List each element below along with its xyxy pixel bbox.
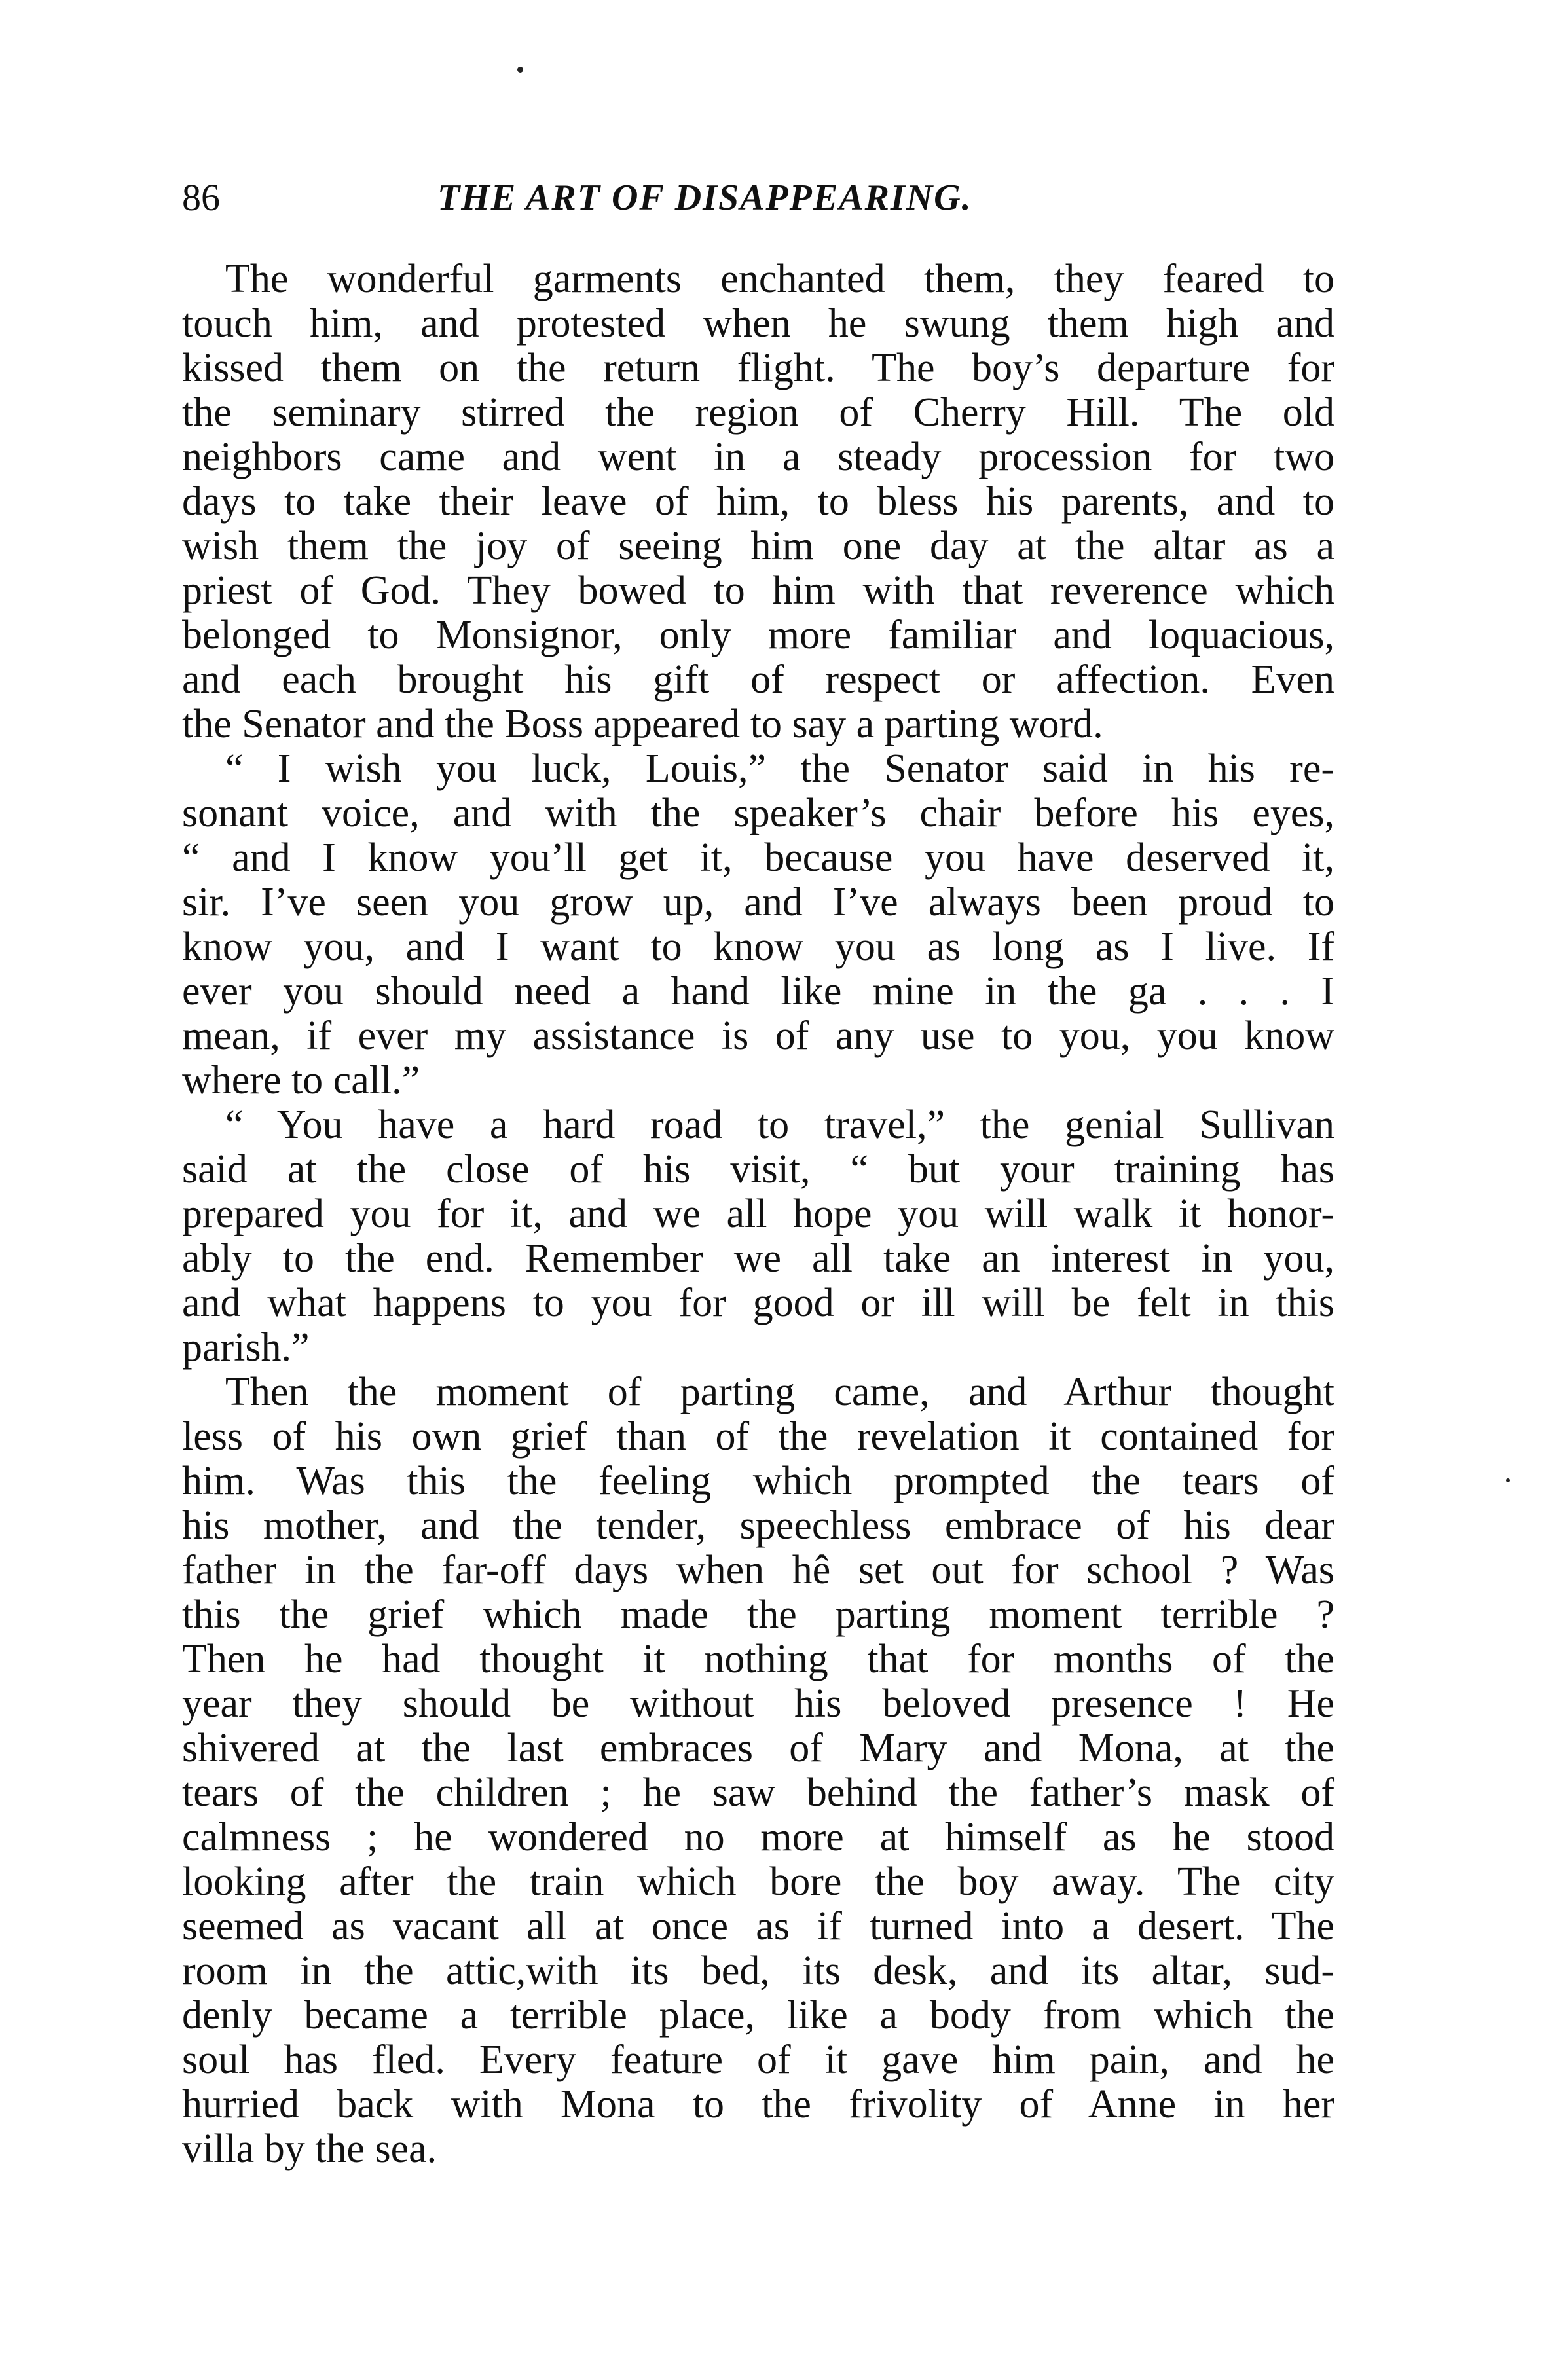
text-line: wish them the joy of seeing him one day at the altar as a xyxy=(182,524,1334,568)
text-line: prepared you for it, and we all hope you will walk it honor- xyxy=(182,1192,1334,1236)
text-line: ever you should need a hand like mine in the ga . . . I xyxy=(182,969,1334,1014)
text-line: the seminary stirred the region of Cherry Hill. The old xyxy=(182,390,1334,435)
text-line: parish.” xyxy=(182,1325,310,1370)
text-line: days to take their leave of him, to bless his parents, and to xyxy=(182,479,1334,524)
text-line: soul has fled. Every feature of it gave him pain, and he xyxy=(182,2038,1334,2082)
running-title: THE ART OF DISAPPEARING. xyxy=(437,177,972,218)
text-line: ably to the end. Remember we all take an interest in you, xyxy=(182,1236,1334,1281)
page-header xyxy=(182,172,1334,224)
text-line: “ and I know you’ll get it, because you have deserved it, xyxy=(182,835,1334,880)
text-line: “ I wish you luck, Louis,” the Senator said in his re- xyxy=(225,746,1334,791)
text-line: seemed as vacant all at once as if turned into a desert. The xyxy=(182,1904,1334,1949)
body-text xyxy=(182,257,1334,2171)
text-line: this the grief which made the parting moment terrible ? xyxy=(182,1592,1334,1637)
text-line: kissed them on the return flight. The boy’s departure for xyxy=(182,346,1334,390)
text-line: and each brought his gift of respect or affection. Even xyxy=(182,657,1334,702)
text-line: looking after the train which bore the boy away. The city xyxy=(182,1859,1334,1904)
text-line: touch him, and protested when he swung them high and xyxy=(182,301,1334,346)
text-line: room in the attic,with its bed, its desk, and its altar, sud- xyxy=(182,1949,1334,1993)
text-line: and what happens to you for good or ill will be felt in this xyxy=(182,1281,1334,1325)
text-line: tears of the children ; he saw behind the father’s mask of xyxy=(182,1770,1334,1815)
text-line: The wonderful garments enchanted them, they feared to xyxy=(225,257,1334,301)
text-line: year they should be without his beloved presence ! He xyxy=(182,1681,1334,1726)
text-line: shivered at the last embraces of Mary and Mona, at the xyxy=(182,1726,1334,1770)
text-line: Then he had thought it nothing that for months of the xyxy=(182,1637,1334,1681)
print-speck xyxy=(517,67,523,73)
text-line: calmness ; he wondered no more at himself as he stood xyxy=(182,1815,1334,1859)
page-number: 86 xyxy=(182,176,220,219)
text-line: denly became a terrible place, like a body from which the xyxy=(182,1993,1334,2038)
text-line: Then the moment of parting came, and Arthur thought xyxy=(225,1370,1334,1414)
text-line: villa by the sea. xyxy=(182,2127,437,2171)
text-line: said at the close of his visit, “ but your training has xyxy=(182,1147,1334,1192)
text-line: know you, and I want to know you as long as I live. If xyxy=(182,925,1334,969)
text-line: priest of God. They bowed to him with that reverence which xyxy=(182,568,1334,613)
text-line: sir. I’ve seen you grow up, and I’ve always been proud to xyxy=(182,880,1334,925)
text-line: mean, if ever my assistance is of any use to you, you know xyxy=(182,1014,1334,1058)
text-line: father in the far-off days when hê set out for school ? Was xyxy=(182,1548,1334,1592)
text-line: neighbors came and went in a steady procession for two xyxy=(182,435,1334,479)
text-line: where to call.” xyxy=(182,1058,420,1103)
print-speck xyxy=(1506,1478,1510,1482)
text-line: “ You have a hard road to travel,” the genial Sullivan xyxy=(225,1103,1334,1147)
text-line: him. Was this the feeling which prompted the tears of xyxy=(182,1459,1334,1503)
text-line: belonged to Monsignor, only more familiar and loquacious, xyxy=(182,613,1334,657)
text-line: sonant voice, and with the speaker’s chair before his eyes, xyxy=(182,791,1334,835)
text-line: the Senator and the Boss appeared to say a parting word. xyxy=(182,702,1103,746)
text-line: less of his own grief than of the revelation it contained for xyxy=(182,1414,1334,1459)
text-line: his mother, and the tender, speechless embrace of his dear xyxy=(182,1503,1334,1548)
text-line: hurried back with Mona to the frivolity of Anne in her xyxy=(182,2082,1334,2127)
